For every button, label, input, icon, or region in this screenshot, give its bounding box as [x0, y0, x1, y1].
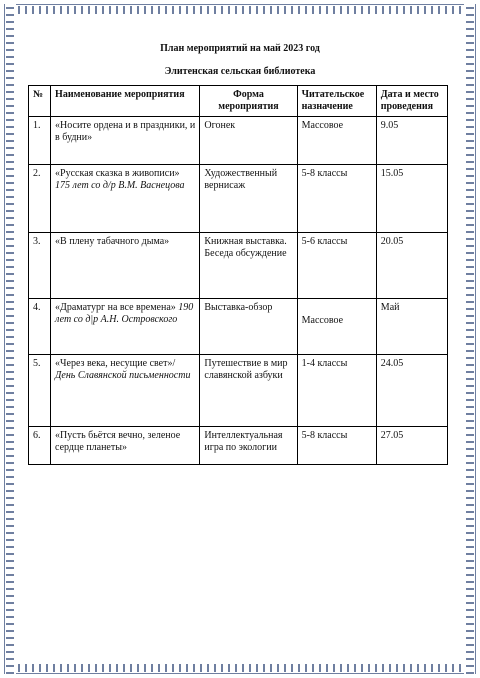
row-form: Выставка-обзор	[200, 299, 297, 355]
page-subtitle: Элитенская сельская библиотека	[164, 66, 316, 77]
row-date: 9.05	[376, 117, 447, 165]
row-name	[51, 165, 200, 233]
event-title: «Русская сказка в живописи»	[55, 168, 180, 179]
event-title: «Через века, несущие свет»/	[55, 358, 176, 369]
row-name	[51, 233, 200, 299]
column-header-form: Форма мероприятия	[200, 86, 297, 117]
row-number: 2.	[29, 165, 51, 233]
row-form: Художественный вернисаж	[200, 165, 297, 233]
table-row	[29, 427, 448, 465]
row-name	[51, 117, 200, 165]
audience-label: Массовое	[301, 315, 344, 326]
row-form: Огонек	[200, 117, 297, 165]
row-audience: Массовое	[297, 117, 376, 165]
row-date: 24.05	[376, 355, 447, 427]
events-table	[28, 85, 448, 465]
table-header-row	[29, 86, 448, 117]
event-note: 175 лет со д/р В.М. Васнецова	[55, 180, 185, 191]
row-name	[51, 299, 200, 355]
left-ornament-border	[4, 4, 16, 674]
top-ornament-border	[4, 4, 476, 16]
column-header-name: Наименование мероприятия	[51, 86, 200, 117]
event-note: День Славянской письменности	[55, 370, 191, 381]
column-header-audience: Читательское назначение	[297, 86, 376, 117]
event-title: «Драматург на все времена»	[55, 302, 176, 313]
row-number: 5.	[29, 355, 51, 427]
row-date: 27.05	[376, 427, 447, 465]
row-form: Интеллектуальная игра по экологии	[200, 427, 297, 465]
table-row	[29, 165, 448, 233]
page-title: План мероприятий на май 2023 год	[160, 43, 320, 54]
event-title: «Носите ордена и в праздники, и в будни»	[55, 120, 196, 143]
row-name	[51, 427, 200, 465]
row-date: 20.05	[376, 233, 447, 299]
column-header-date: Дата и место проведения	[376, 86, 447, 117]
row-form: Книжная выставка. Беседа обсуждение	[200, 233, 297, 299]
row-audience	[297, 299, 376, 355]
row-audience: 5-8 классы	[297, 165, 376, 233]
row-date: 15.05	[376, 165, 447, 233]
table-row	[29, 117, 448, 165]
row-form: Путешествие в мир славянской азбуки	[200, 355, 297, 427]
column-header-number: №	[29, 86, 51, 117]
table-row	[29, 355, 448, 427]
bottom-ornament-border	[4, 662, 476, 674]
row-number: 4.	[29, 299, 51, 355]
event-title: «В плену табачного дыма»	[55, 236, 170, 247]
row-number: 3.	[29, 233, 51, 299]
row-name	[51, 355, 200, 427]
row-number: 6.	[29, 427, 51, 465]
event-note: 190 лет со д|р А.Н. Островского	[55, 302, 194, 325]
row-audience: 5-8 классы	[297, 427, 376, 465]
table-row	[29, 233, 448, 299]
row-number: 1.	[29, 117, 51, 165]
right-ornament-border	[464, 4, 476, 674]
row-audience: 5-6 классы	[297, 233, 376, 299]
row-date: Май	[376, 299, 447, 355]
table-row	[29, 299, 448, 355]
row-audience: 1-4 классы	[297, 355, 376, 427]
event-title: «Пусть бьётся вечно, зеленое сердце планеты»	[55, 430, 181, 453]
